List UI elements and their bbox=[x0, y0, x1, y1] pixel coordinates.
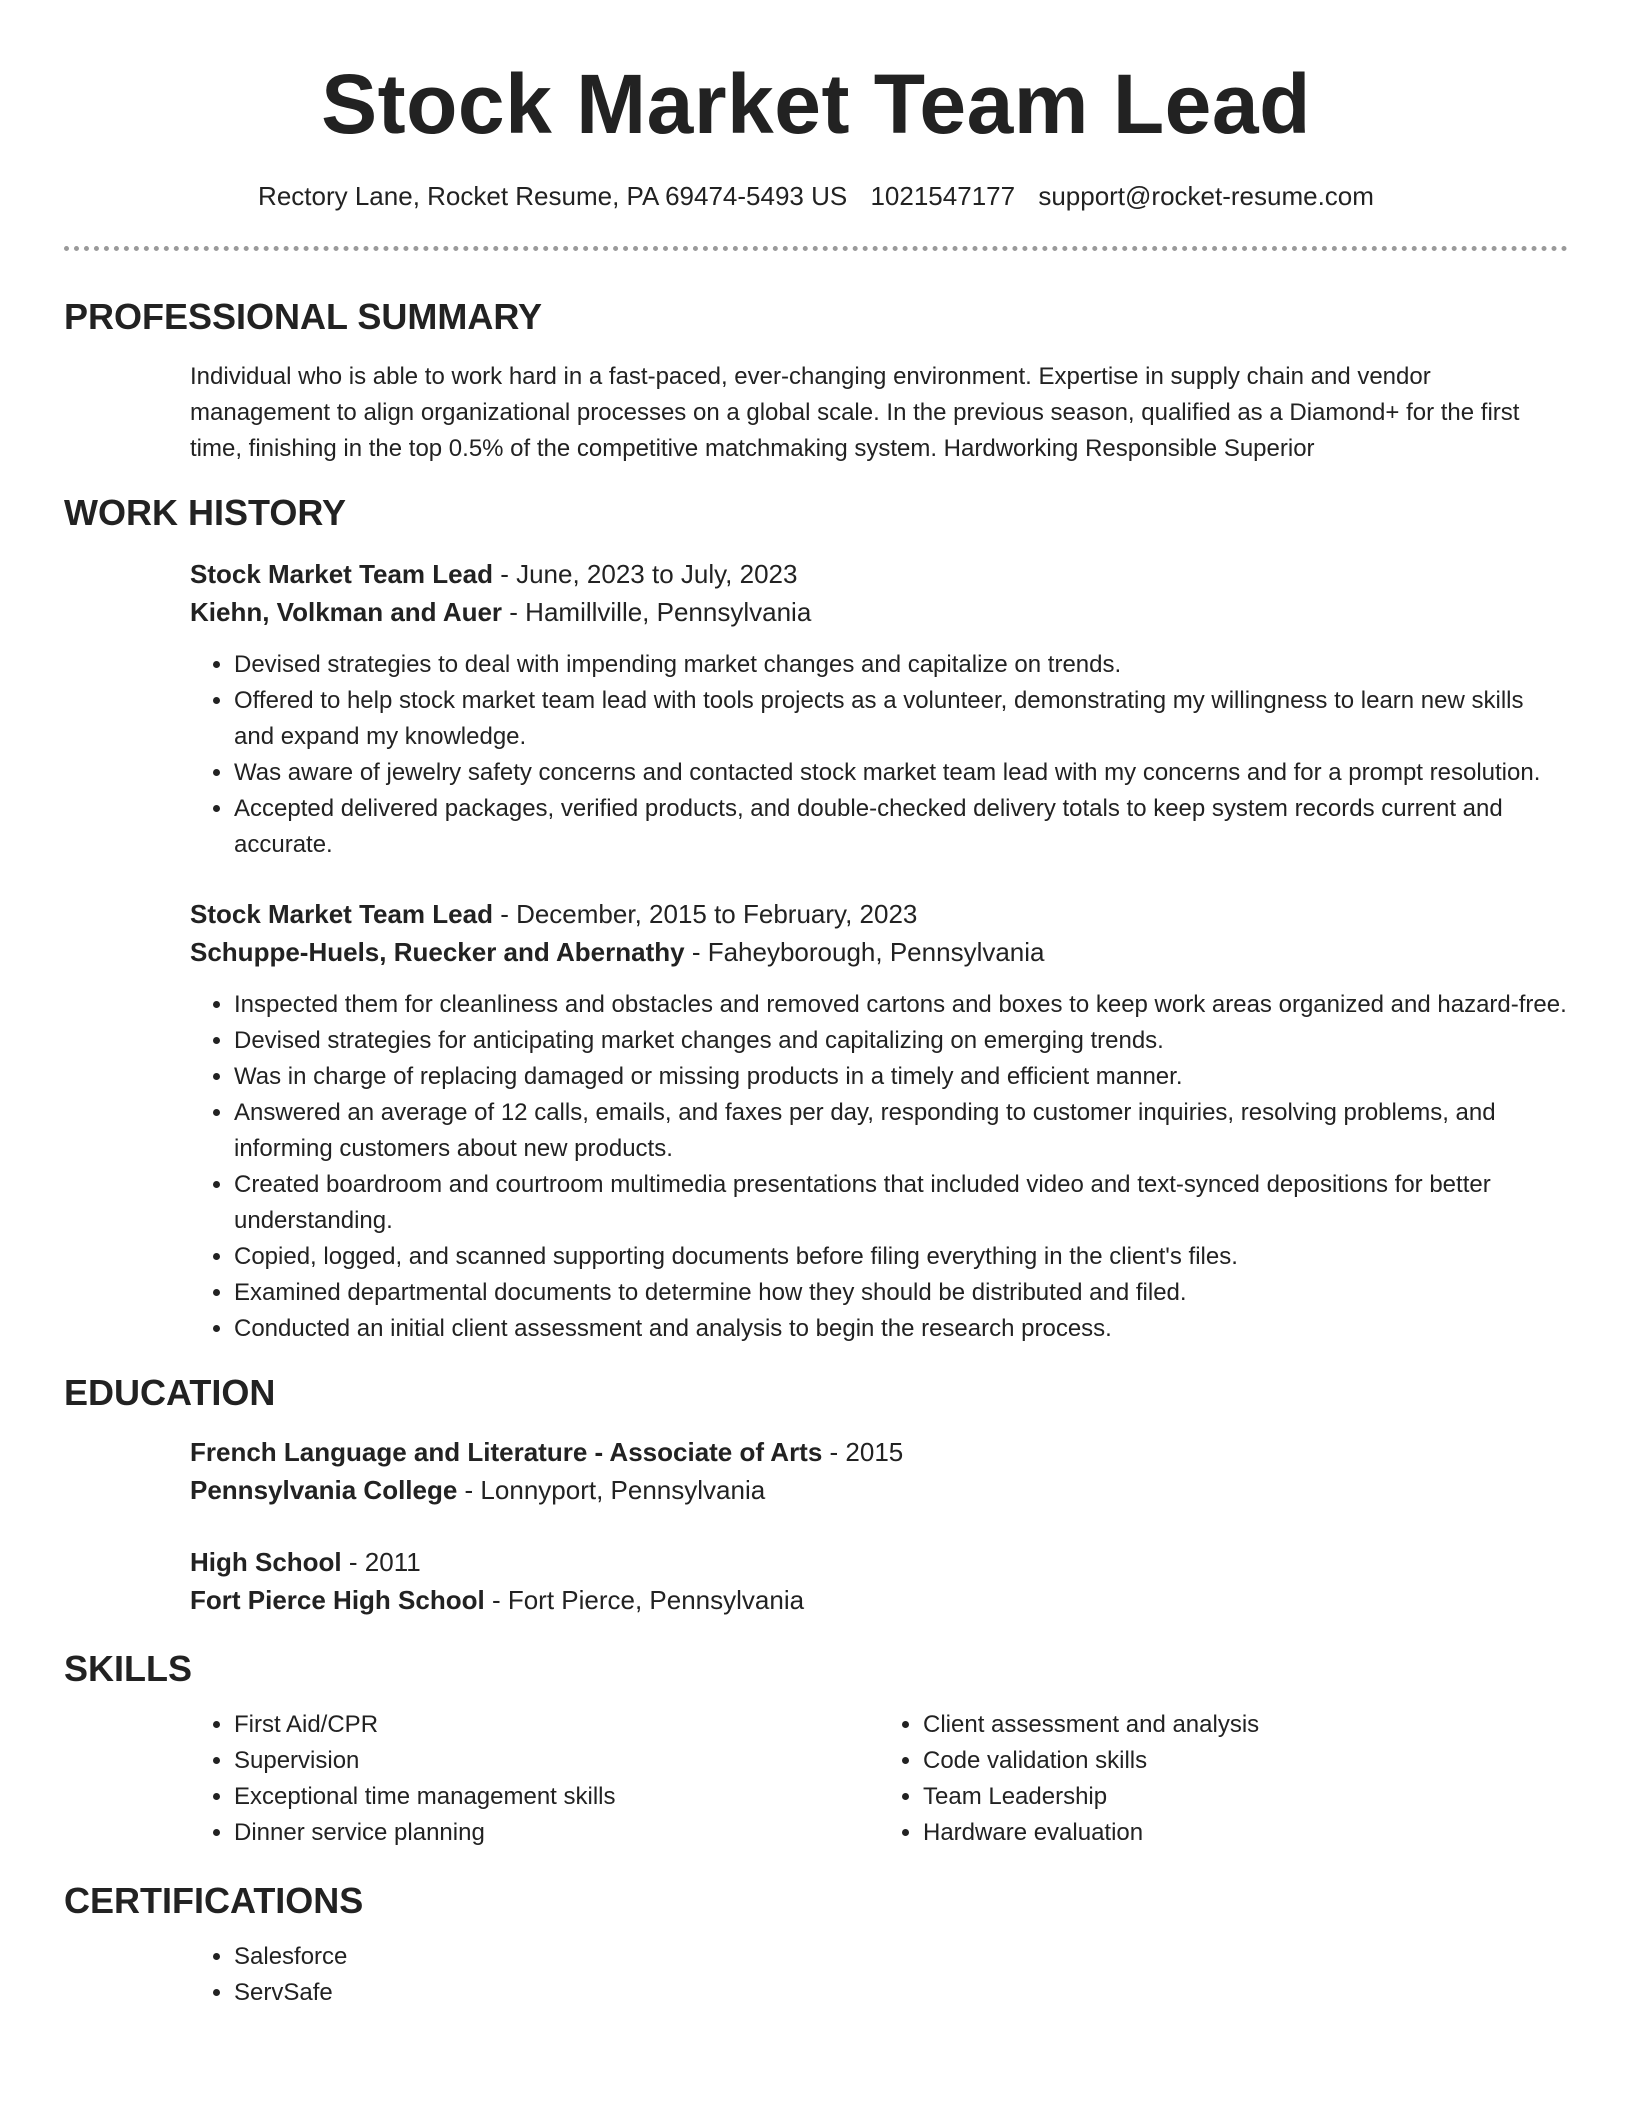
contact-line bbox=[64, 178, 1568, 214]
list-item: • Salesforce bbox=[234, 1939, 1568, 1975]
list-item: • Devised strategies to deal with impending market changes and capitalize on trends. bbox=[234, 647, 1568, 683]
skills-heading: SKILLS bbox=[64, 1648, 193, 1689]
list-item: • First Aid/CPR bbox=[234, 1707, 879, 1743]
job-title-line bbox=[190, 895, 1568, 933]
list-item: • Created boardroom and courtroom multimedia presentations that included video and text-synced depositions for better understanding. bbox=[234, 1167, 1568, 1239]
job-company: Kiehn, Volkman and Auer bbox=[190, 597, 503, 627]
job-dates: - December, 2015 to February, 2023 bbox=[492, 899, 918, 929]
job-title-line bbox=[190, 555, 1568, 593]
resume-page bbox=[64, 0, 1568, 2011]
education-section bbox=[190, 1433, 1568, 1619]
education-entry bbox=[190, 1543, 1568, 1619]
job-entry bbox=[190, 555, 1568, 863]
degree-year: - 2015 bbox=[822, 1437, 904, 1467]
degree-line bbox=[190, 1543, 1568, 1581]
list-item: • Code validation skills bbox=[923, 1743, 1568, 1779]
list-item: • Supervision bbox=[234, 1743, 879, 1779]
list-item: • Copied, logged, and scanned supporting documents before filing everything in the client's files. bbox=[234, 1239, 1568, 1275]
list-item: • Accepted delivered packages, verified products, and double-checked delivery totals to keep system records current and accurate. bbox=[234, 791, 1568, 863]
certifications-list bbox=[190, 1939, 1568, 2011]
list-item: • Devised strategies for anticipating market changes and capitalizing on emerging trends. bbox=[234, 1023, 1568, 1059]
list-item: • Was aware of jewelry safety concerns and contacted stock market team lead with my concerns and for a prompt resolution. bbox=[234, 755, 1568, 791]
list-item: • Was in charge of replacing damaged or missing products in a timely and efficient manner. bbox=[234, 1059, 1568, 1095]
job-bullets bbox=[190, 987, 1568, 1347]
job-bullets bbox=[190, 647, 1568, 863]
job-role: Stock Market Team Lead bbox=[190, 559, 493, 589]
skills-grid bbox=[190, 1707, 1568, 1851]
skills-section bbox=[190, 1707, 1568, 1851]
degree-year: - 2011 bbox=[341, 1547, 421, 1577]
job-location: - Hamillville, Pennsylvania bbox=[502, 597, 812, 627]
list-item: • Hardware evaluation bbox=[923, 1815, 1568, 1851]
school-name: Fort Pierce High School bbox=[190, 1585, 485, 1615]
school-line bbox=[190, 1581, 1568, 1619]
contact-email: support@rocket-resume.com bbox=[1038, 181, 1374, 211]
summary-heading: PROFESSIONAL SUMMARY bbox=[64, 296, 543, 337]
list-item: • Team Leadership bbox=[923, 1779, 1568, 1815]
job-location: - Faheyborough, Pennsylvania bbox=[684, 937, 1045, 967]
list-item: • Examined departmental documents to determine how they should be distributed and filed. bbox=[234, 1275, 1568, 1311]
school-name: Pennsylvania College bbox=[190, 1475, 458, 1505]
resume-name: Stock Market Team Lead bbox=[321, 57, 1311, 151]
education-heading: EDUCATION bbox=[64, 1372, 276, 1413]
contact-address: Rectory Lane, Rocket Resume, PA 69474-5493 US bbox=[258, 181, 848, 211]
header-divider bbox=[64, 246, 1568, 251]
list-item: • Inspected them for cleanliness and obstacles and removed cartons and boxes to keep work areas organized and hazard-free. bbox=[234, 987, 1568, 1023]
degree-name: High School bbox=[190, 1547, 342, 1577]
job-entry bbox=[190, 895, 1568, 1347]
education-entry bbox=[190, 1433, 1568, 1509]
school-location: - Fort Pierce, Pennsylvania bbox=[484, 1585, 805, 1615]
skills-list-right bbox=[879, 1707, 1568, 1851]
list-item: • Exceptional time management skills bbox=[234, 1779, 879, 1815]
work-history-heading: WORK HISTORY bbox=[64, 492, 347, 533]
job-company-line bbox=[190, 933, 1568, 971]
skills-list-left bbox=[190, 1707, 879, 1851]
degree-name: French Language and Literature - Associate of Arts bbox=[190, 1437, 823, 1467]
certifications-heading: CERTIFICATIONS bbox=[64, 1880, 364, 1921]
job-company: Schuppe-Huels, Ruecker and Abernathy bbox=[190, 937, 685, 967]
list-item: • Conducted an initial client assessment and analysis to begin the research process. bbox=[234, 1311, 1568, 1347]
list-item: • Answered an average of 12 calls, emails, and faxes per day, responding to customer inquiries, resolving problems, and informing customers about new products. bbox=[234, 1095, 1568, 1167]
certifications-section bbox=[190, 1939, 1568, 2011]
job-role: Stock Market Team Lead bbox=[190, 899, 493, 929]
job-dates: - June, 2023 to July, 2023 bbox=[492, 559, 798, 589]
summary-text: Individual who is able to work hard in a fast-paced, ever-changing environment. Expertise in supply chain and vendor management to align organizational processes on a global scale. In the previous season, qualified as a Diamond+ for the first time, finishing in the top 0.5% of the competitive matchmaking system. Hardworking Responsible Superior bbox=[190, 363, 1520, 462]
summary-section bbox=[190, 359, 1568, 467]
school-location: - Lonnyport, Pennsylvania bbox=[457, 1475, 766, 1505]
list-item: • Offered to help stock market team lead with tools projects as a volunteer, demonstrating my willingness to learn new skills and expand my knowledge. bbox=[234, 683, 1568, 755]
work-history-section bbox=[190, 555, 1568, 1347]
list-item: • ServSafe bbox=[234, 1975, 1568, 2011]
job-company-line bbox=[190, 593, 1568, 631]
list-item: • Client assessment and analysis bbox=[923, 1707, 1568, 1743]
contact-phone: 1021547177 bbox=[870, 181, 1016, 211]
degree-line bbox=[190, 1433, 1568, 1471]
list-item: • Dinner service planning bbox=[234, 1815, 879, 1851]
school-line bbox=[190, 1471, 1568, 1509]
